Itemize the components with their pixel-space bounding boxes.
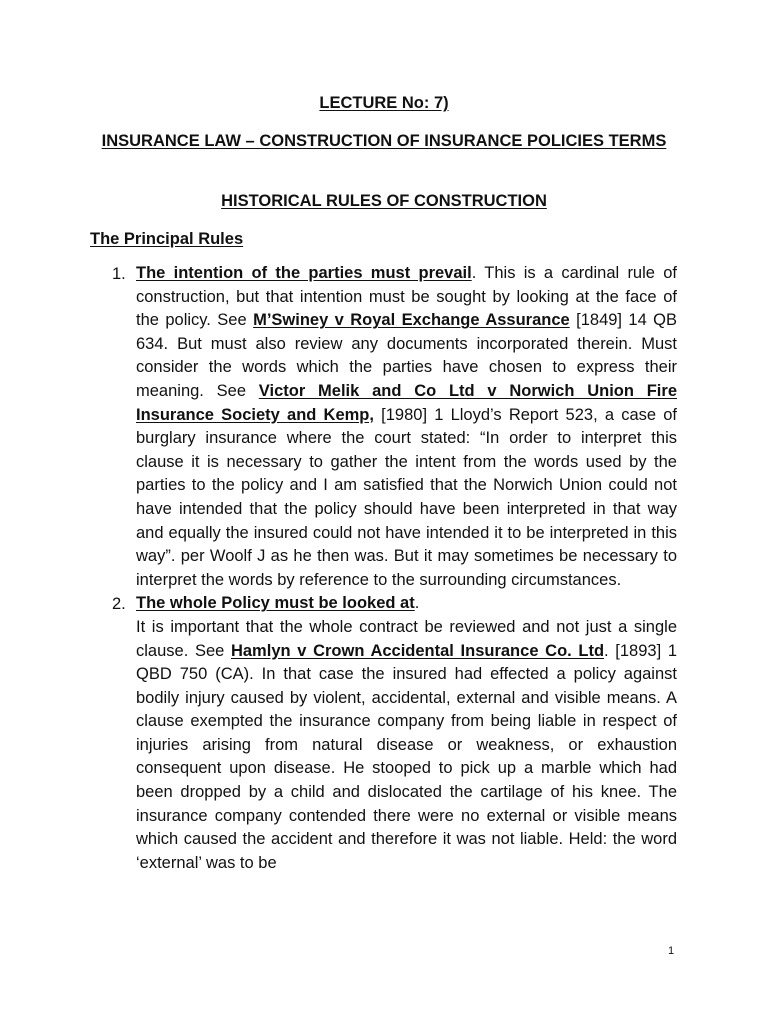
rule-2-heading: The whole Policy must be looked at [136, 594, 415, 613]
rule-1-text-c: [1980] 1 Lloyd’s Report 523, a case of burglary insurance where the court stated: “In order to interpret this clause it is necessary to gather the intent from the words used by the parties to the policy and I am satisfied that the Norwich Union could not have intended that the policy should have been interpreted in that way and equally the insured could not have intended it to be interpreted in this way”. per Woolf J as he then was. But it may sometimes be necessary to interpret the words by reference to the surrounding circumstances. [136, 405, 678, 589]
rule-item-1 [112, 262, 678, 592]
rule-2-text-b: . [1893] 1 QBD 750 (CA). In that case the insured had effected a policy against bodily injury caused by violent, accidental, external and visible means. A clause exempted the insurance company from being liable in respect of injuries arising from natural disease or weakness, or exhaustion consequent upon disease. He stooped to pick up a marble which had been dropped by a child and dislocated the cartilage of his knee. The insurance company contended there were no external or visible means which caused the accident and therefore it was not liable. Held: the word ‘external’ was to be [136, 641, 678, 872]
rule-1-text-a: . This is a cardinal rule of construction, but that intention must be sought by looking at the face of the policy. See [136, 264, 677, 330]
rules-list [112, 262, 678, 875]
lecture-title: LECTURE No: 7) [319, 94, 449, 112]
case-hamlyn: Hamlyn v Crown Accidental Insurance Co. Ltd [230, 641, 605, 660]
rule-2-text-a: It is important that the whole contract be reviewed and not just a single clause. See [136, 617, 677, 660]
rule-1-text-b: [1849] 14 QB 634. But must also review any documents incorporated therein. Must consider the words which the parties have chosen to express their meaning. See [136, 311, 678, 400]
rule-1-paragraph [136, 262, 677, 592]
rule-number: 2. [112, 595, 126, 614]
rule-item-2 [112, 592, 678, 875]
case-mswiney: M’Swiney v Royal Exchange Assurance [253, 311, 570, 330]
rule-number: 1. [112, 265, 126, 283]
rule-1-heading: The intention of the parties must prevail [136, 264, 472, 282]
rule-2-heading-period: . [414, 594, 420, 613]
rule-2-heading-line [136, 592, 677, 616]
principal-rules-heading: The Principal Rules [90, 230, 244, 248]
course-title: INSURANCE LAW – CONSTRUCTION OF INSURANCE POLICIES TERMS [101, 132, 667, 150]
page-number: 1 [668, 945, 675, 957]
section-title: HISTORICAL RULES OF CONSTRUCTION [221, 192, 547, 210]
case-victor-melik: Victor Melik and Co Ltd v Norwich Union Fire Insurance Society and Kemp, [136, 381, 677, 424]
rule-2-paragraph [136, 616, 677, 876]
